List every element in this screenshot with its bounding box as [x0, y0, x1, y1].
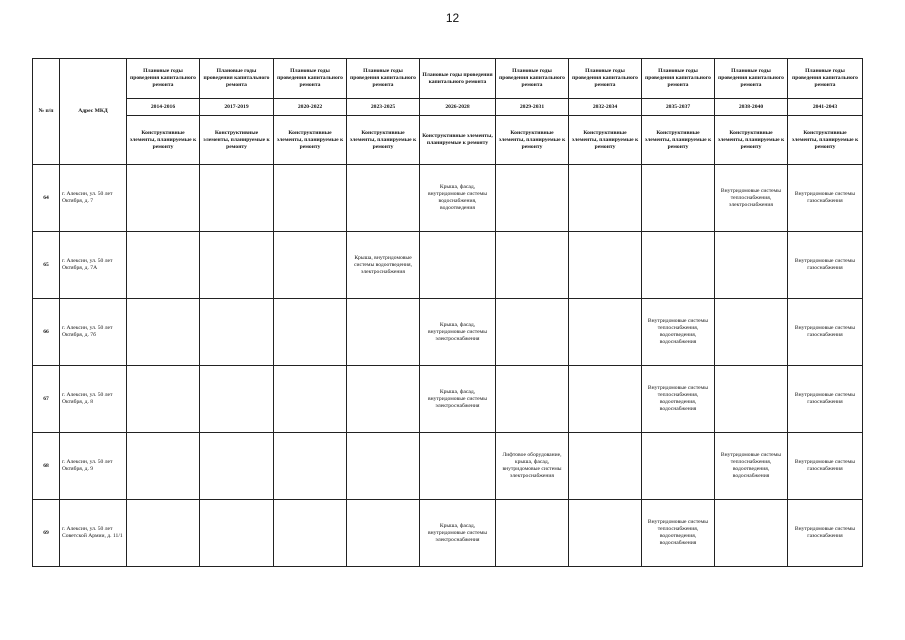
repair-elements-cell	[200, 433, 274, 500]
repair-elements-cell	[496, 500, 569, 567]
repair-elements-cell: Внутридомовые системы теплоснабжения, водоотведения, водоснабжения	[642, 500, 715, 567]
repair-elements-cell: Внутридомовые системы газоснабжения	[788, 433, 863, 500]
capital-repair-table	[32, 58, 863, 567]
repair-elements-cell: Крыша, фасад, внутридомовые системы электроснабжения	[420, 366, 496, 433]
column-header-address: Адрес МКД	[60, 59, 127, 165]
repair-elements-cell	[496, 232, 569, 299]
period-heading: Плановые годы проведения капитального ремонта	[274, 59, 347, 99]
repair-elements-cell: Внутридомовые системы газоснабжения	[788, 299, 863, 366]
repair-elements-cell: Крыша, фасад, внутридомовые системы водоснабжения, водоотведения	[420, 165, 496, 232]
row-number: 66	[33, 299, 60, 366]
repair-elements-cell	[274, 500, 347, 567]
repair-elements-cell	[642, 165, 715, 232]
period-years: 2017-2019	[200, 99, 274, 116]
row-number: 67	[33, 366, 60, 433]
repair-elements-cell	[569, 500, 642, 567]
table-row	[33, 500, 863, 567]
column-header-number: № п/п	[33, 59, 60, 165]
repair-elements-cell	[127, 366, 200, 433]
row-address: г. Алексин, ул. 50 лет Октября, д. 9	[60, 433, 127, 500]
repair-elements-cell: Внутридомовые системы теплоснабжения, водоотведения, водоснабжения	[642, 366, 715, 433]
period-heading: Плановые годы проведения капитального ремонта	[496, 59, 569, 99]
repair-elements-cell	[715, 500, 788, 567]
repair-elements-cell	[274, 433, 347, 500]
repair-elements-cell	[200, 232, 274, 299]
repair-elements-cell	[347, 433, 420, 500]
repair-elements-cell	[200, 366, 274, 433]
repair-elements-cell	[127, 232, 200, 299]
period-elements-header: Конструктивные элементы, планируемые к ремонту	[347, 116, 420, 165]
repair-elements-cell	[715, 366, 788, 433]
repair-elements-cell	[127, 299, 200, 366]
period-heading: Плановые годы проведения капитального ремонта	[569, 59, 642, 99]
repair-elements-cell: Крыша, фасад, внутридомовые системы электроснабжения	[420, 500, 496, 567]
period-elements-header: Конструктивные элементы, планируемые к ремонту	[569, 116, 642, 165]
period-heading: Плановые годы проведения капитального ремонта	[347, 59, 420, 99]
repair-elements-cell	[569, 165, 642, 232]
repair-elements-cell	[420, 232, 496, 299]
repair-elements-cell: Крыша, внутридомовые системы водоотведения, электроснабжения	[347, 232, 420, 299]
repair-elements-cell: Внутридомовые системы теплоснабжения, водоотведения, водоснабжения	[715, 433, 788, 500]
repair-elements-cell: Внутридомовые системы газоснабжения	[788, 500, 863, 567]
table-row	[33, 366, 863, 433]
repair-elements-cell	[642, 433, 715, 500]
period-elements-header: Конструктивные элементы, планируемые к ремонту	[200, 116, 274, 165]
repair-elements-cell	[715, 299, 788, 366]
repair-elements-cell	[347, 366, 420, 433]
repair-elements-cell	[569, 366, 642, 433]
table-row	[33, 165, 863, 232]
repair-elements-cell	[347, 165, 420, 232]
row-number: 64	[33, 165, 60, 232]
repair-elements-cell	[200, 500, 274, 567]
period-elements-header: Конструктивные элементы, планируемые к ремонту	[788, 116, 863, 165]
row-address: г. Алексин, ул. 50 лет Октября, д. 7А	[60, 232, 127, 299]
repair-elements-cell	[274, 299, 347, 366]
period-heading: Плановые годы проведения капитального ремонта	[788, 59, 863, 99]
repair-elements-cell: Внутридомовые системы газоснабжения	[788, 232, 863, 299]
repair-elements-cell	[274, 366, 347, 433]
repair-elements-cell	[274, 165, 347, 232]
period-years: 2038-2040	[715, 99, 788, 116]
period-years: 2041-2043	[788, 99, 863, 116]
repair-elements-cell	[420, 433, 496, 500]
repair-elements-cell	[496, 299, 569, 366]
repair-elements-cell: Внутридомовые системы газоснабжения	[788, 366, 863, 433]
row-number: 68	[33, 433, 60, 500]
period-heading: Плановые годы проведения капитального ремонта	[127, 59, 200, 99]
period-years: 2026-2028	[420, 99, 496, 116]
repair-elements-cell	[496, 165, 569, 232]
repair-elements-cell: Внутридомовые системы теплоснабжения, электроснабжения	[715, 165, 788, 232]
repair-elements-cell	[200, 165, 274, 232]
repair-elements-cell	[347, 500, 420, 567]
repair-elements-cell	[569, 433, 642, 500]
page-number: 12	[445, 11, 460, 25]
repair-elements-cell	[569, 299, 642, 366]
repair-elements-cell: Лифтовое оборудование, крыша, фасад, внутридомовые системы электроснабжения	[496, 433, 569, 500]
period-elements-header: Конструктивные элементы, планируемые к ремонту	[420, 116, 496, 165]
repair-elements-cell	[127, 433, 200, 500]
table-row	[33, 232, 863, 299]
period-years: 2023-2025	[347, 99, 420, 116]
period-elements-header: Конструктивные элементы, планируемые к ремонту	[642, 116, 715, 165]
period-years: 2014-2016	[127, 99, 200, 116]
period-elements-header: Конструктивные элементы, планируемые к ремонту	[127, 116, 200, 165]
period-heading: Плановые годы проведения капитального ремонта	[420, 59, 496, 99]
row-address: г. Алексин, ул. 50 лет Октября, д. 7	[60, 165, 127, 232]
period-years: 2032-2034	[569, 99, 642, 116]
repair-elements-cell	[642, 232, 715, 299]
repair-elements-cell: Крыша, фасад, внутридомовые системы электроснабжения	[420, 299, 496, 366]
repair-elements-cell	[347, 299, 420, 366]
period-heading: Плановые годы проведения капитального ремонта	[715, 59, 788, 99]
repair-elements-cell	[715, 232, 788, 299]
row-address: г. Алексин, ул. 50 лет Октября, д. 7б	[60, 299, 127, 366]
period-elements-header: Конструктивные элементы, планируемые к ремонту	[496, 116, 569, 165]
repair-elements-cell	[200, 299, 274, 366]
table-row	[33, 433, 863, 500]
row-number: 69	[33, 500, 60, 567]
row-number: 65	[33, 232, 60, 299]
period-elements-header: Конструктивные элементы, планируемые к ремонту	[274, 116, 347, 165]
repair-elements-cell	[569, 232, 642, 299]
row-address: г. Алексин, ул. 50 лет Советской Армии, д. 11/1	[60, 500, 127, 567]
repair-elements-cell: Внутридомовые системы теплоснабжения, водоотведения, водоснабжения	[642, 299, 715, 366]
repair-elements-cell: Внутридомовые системы газоснабжения	[788, 165, 863, 232]
repair-elements-cell	[274, 232, 347, 299]
period-years: 2020-2022	[274, 99, 347, 116]
repair-elements-cell	[127, 500, 200, 567]
period-elements-header: Конструктивные элементы, планируемые к ремонту	[715, 116, 788, 165]
repair-elements-cell	[496, 366, 569, 433]
row-address: г. Алексин, ул. 50 лет Октября, д. 8	[60, 366, 127, 433]
period-heading: Плановые годы проведения капитального ремонта	[642, 59, 715, 99]
table-row	[33, 299, 863, 366]
period-years: 2029-2031	[496, 99, 569, 116]
period-heading: Плановые годы проведения капитального ремонта	[200, 59, 274, 99]
repair-elements-cell	[127, 165, 200, 232]
period-years: 2035-2037	[642, 99, 715, 116]
